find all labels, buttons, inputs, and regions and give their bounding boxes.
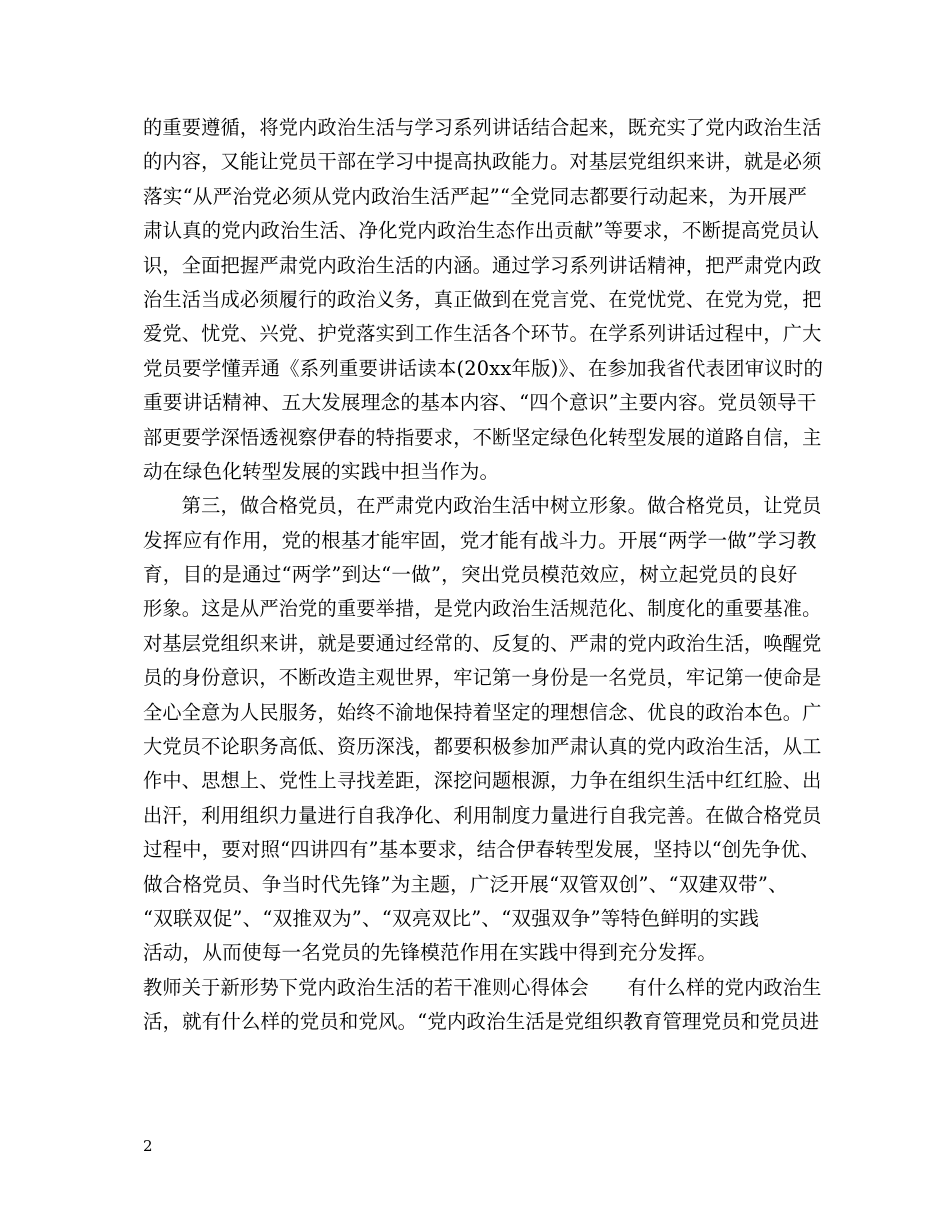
text-line: 动在绿色化转型发展的实践中担当作为。 [143,459,500,483]
text-line: 出汗，利用组织力量进行自我净化、利用制度力量进行自我完善。在做合格党员 [143,803,822,827]
text-line: 部更要学深悟透视察伊春的特指要求，不断坚定绿色化转型发展的道路自信，主 [143,425,822,449]
text-line: 爱党、忧党、兴党、护党落实到工作生活各个环节。在学系列讲话过程中，广大 [143,322,822,346]
text-line: “双联双促”、“双推双为”、“双亮双比”、“双强双争”等特色鲜明的实践 [143,906,760,930]
text-line: 的重要遵循，将党内政治生活与学习系列讲话结合起来，既充实了党内政治生活 [143,116,822,139]
text-line: 识，全面把握严肃党内政治生活的内涵。通过学习系列讲话精神，把严肃党内政 [143,253,822,277]
text-line: 肃认真的党内政治生活、净化党内政治生态作出贡献”等要求，不断提高党员认 [143,219,820,243]
text-line: 党员要学懂弄通《系列重要讲话读本(20xx年版)》、在参加我省代表团审议时的 [143,356,824,380]
text-line: 教师关于新形势下党内政治生活的若干准则心得体会 有什么样的党内政治生 [143,975,822,999]
text-line: 育，目的是通过“两学”到达“一做”，突出党员模范效应，树立起党员的良好 [143,563,798,587]
page-number: 2 [143,1137,153,1155]
text-line: 治生活当成必须履行的政治义务，真正做到在党言党、在党忧党、在党为党，把 [143,287,822,311]
text-line: 第三，做合格党员，在严肃党内政治生活中树立形象。做合格党员，让党员 [143,494,822,518]
text-line: 过程中，要对照“四讲四有”基本要求，结合伊春转型发展，坚持以“创先争优、 [143,838,820,862]
text-line: 落实“从严治党必须从党内政治生活严起”“全党同志都要行动起来，为开展严 [143,184,808,208]
text-line: 活，就有什么样的党员和党风。“党内政治生活是党组织教育管理党员和党员进 [143,1010,820,1034]
text-line: 对基层党组织来讲，就是要通过经常的、反复的、严肃的党内政治生活，唤醒党 [143,631,822,655]
text-line: 重要讲话精神、五大发展理念的基本内容、“四个意识”主要内容。党员领导干 [143,391,817,415]
text-line: 形象。这是从严治党的重要举措，是党内政治生活规范化、制度化的重要基准。 [143,597,822,621]
text-line: 的内容，又能让党员干部在学习中提高执政能力。对基层党组织来讲，就是必须 [143,150,822,174]
text-line: 活动，从而使每一名党员的先锋模范作用在实践中得到充分发挥。 [143,941,718,965]
text-line: 大党员不论职务高低、资历深浅，都要积极参加严肃认真的党内政治生活，从工 [143,735,822,759]
text-line: 全心全意为人民服务，始终不渝地保持着坚定的理想信念、优良的政治本色。广 [143,700,822,724]
text-line: 作中、思想上、党性上寻找差距，深挖问题根源，力争在组织生活中红红脸、出 [143,769,822,793]
document-body [143,111,823,1040]
text-line: 员的身份意识，不断改造主观世界，牢记第一身份是一名党员，牢记第一使命是 [143,666,822,690]
text-line: 发挥应有作用，党的根基才能牢固，党才能有战斗力。开展“两学一做”学习教 [143,528,817,552]
text-line: 做合格党员、争当时代先锋”为主题，广泛开展“双管双创”、“双建双带”、 [143,872,788,896]
